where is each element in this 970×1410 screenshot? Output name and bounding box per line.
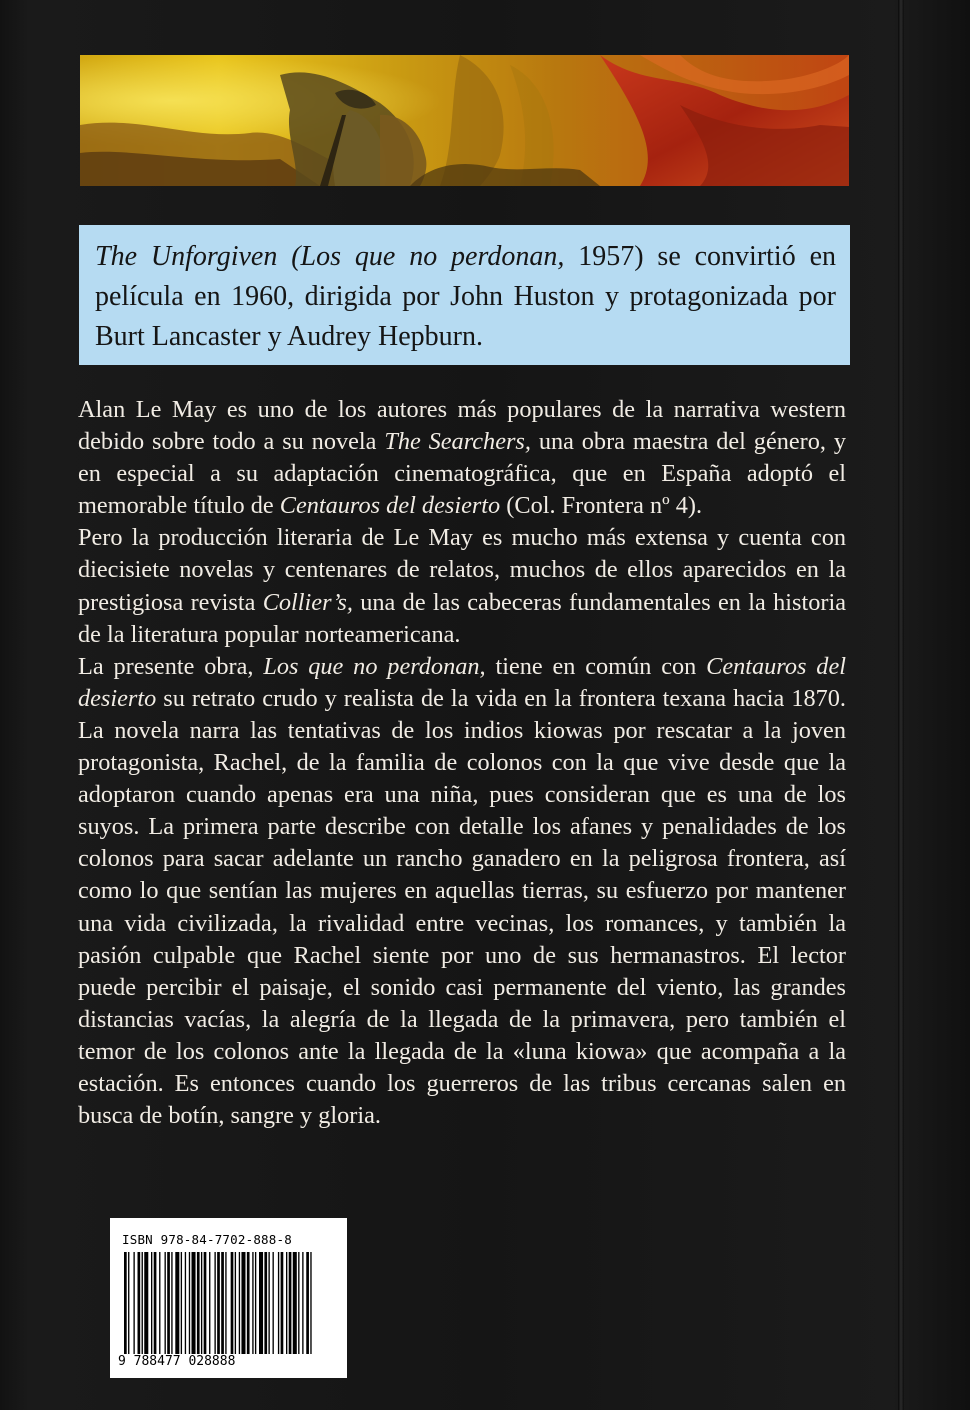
searchers-title: The Searchers,	[384, 428, 531, 456]
film-adaptation-panel	[79, 225, 850, 365]
ean-digits: 9 788477 028888	[118, 1354, 236, 1369]
centauros-title: Centauros del desierto	[279, 492, 501, 520]
spine-edge	[898, 0, 904, 1410]
cover-illustration-strip	[80, 55, 849, 186]
centauros-title-2: Centauros del desierto	[78, 652, 846, 712]
isbn-label: ISBN 978-84-7702-888-8	[122, 1232, 292, 1247]
barcode-panel	[110, 1218, 347, 1378]
barcode-icon	[124, 1252, 336, 1356]
synopsis-paragraph-2: Pero la producción literaria de Le May es mucho más extensa y cuenta con diecisiete novelas y centenares de relatos, muchos de ellos aparecidos en la prestigiosa revista Collier’s, una de las cabeceras fundamentales en la historia de la literatura popular norteamericana.	[78, 524, 846, 648]
film-note-text: 1957) se convirtió en película en 1960, dirigida por John Huston y protagonizada por Burt Lancaster y Audrey Hepburn.	[95, 241, 837, 352]
synopsis-paragraph-1: Alan Le May es uno de los autores más populares de la narrativa western debido sobre todo a su novela The Searchers, una obra maestra del género, y en especial a su adaptación cinematográfica, que en España adoptó el memorable título de Centauros del desierto (Col. Frontera nº 4).	[78, 396, 846, 520]
unforgiven-title: Los que no perdonan,	[263, 652, 486, 680]
film-title-italic: The Unforgiven (Los que no perdonan,	[95, 241, 565, 272]
synopsis-paragraph-3: La presente obra, Los que no perdonan, tiene en común con Centauros del desierto su retrato crudo y realista de la vida en la frontera texana hacia 1870. La novela narra las tentativas de los indios kiowas por rescatar a la joven protagonista, Rachel, de la familia de colonos con la que vive desde que la adoptaron cuando apenas era una niña, pues consideran que es una de los suyos. La primera parte describe con detalle los afanes y penalidades de los colonos para sacar adelante un rancho ganadero en la peligrosa frontera, así como lo que sentían las mujeres en aquellas tierras, su esfuerzo por mantener una vida civilizada, la rivalidad entre vecinas, los romances, y también la pasión culpable que Rachel siente por uno de sus hermanastros. El lector puede percibir el paisaje, el sonido casi permanente del viento, las grandes distancias vacías, la alegría de la llegada de la primavera, pero también el temor de los colonos ante la llegada de la «luna kiowa» que acompaña a la estación. Es entonces cuando los guerreros de las tribus cercanas salen en busca de botín, sangre y gloria.	[78, 652, 846, 1130]
colliers-title: Collier’s,	[262, 588, 353, 616]
synopsis	[78, 394, 846, 1132]
